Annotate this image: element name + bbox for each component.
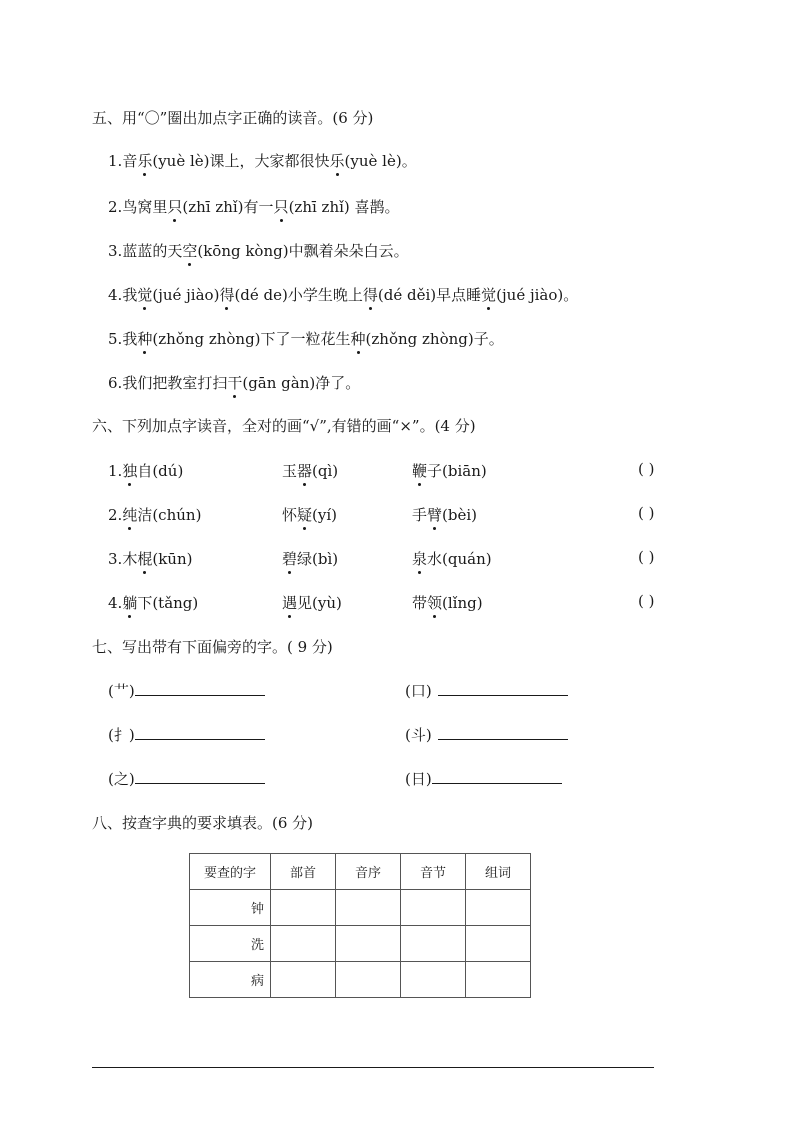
q5-item-4 [108,284,578,305]
q6-row-2-word-1 [108,504,201,525]
item-number: 1. [108,152,123,170]
dotted-char: 纯 [122,506,138,524]
dotted-char: 鞭 [412,462,428,480]
section-7-title: 七、写出带有下面偏旁的字。( 9 分) [92,638,333,656]
dotted-char: 种 [137,330,153,348]
answer-cell[interactable] [466,926,531,962]
item-number: 4. [108,286,123,304]
table-row [190,926,531,962]
text: (yí) [312,506,338,524]
text: (yuè lè)课上，大家都很快 [152,152,330,170]
dotted-char: 臂 [427,506,443,524]
item-number: 2. [108,198,123,216]
item-number: 3. [108,242,123,260]
text: (dé de)小学生晚上 [234,286,363,304]
text: (bèi) [442,506,478,524]
lookup-char: 洗 [190,926,271,962]
item-number: 3. [108,550,123,568]
answer-cell[interactable] [466,962,531,998]
item-number: 5. [108,330,123,348]
header-cell: 组词 [466,854,531,890]
dotted-char: 干 [227,374,243,392]
answer-cell[interactable] [401,926,466,962]
q6-row-4-word-1 [108,592,198,613]
text: (dé děi)早点睡 [377,286,482,304]
text: (yuè lè)。 [344,152,417,170]
text: (zhī zhǐ) 喜鹊。 [288,198,400,216]
radical-item [405,724,568,745]
radical-item [108,680,265,701]
lookup-char: 病 [190,962,271,998]
radical-item [108,724,265,745]
text: (zhǒng zhòng)子。 [365,330,504,348]
answer-cell[interactable] [271,890,336,926]
text: (zhī zhǐ)有一 [182,198,274,216]
answer-cell[interactable] [401,962,466,998]
dotted-char: 只 [273,198,289,216]
header-cell: 部首 [271,854,336,890]
answer-parentheses[interactable]: ( ) [638,548,655,566]
text: 手 [412,506,428,524]
text: 见(yù) [297,594,342,612]
answer-parentheses[interactable]: ( ) [638,592,655,610]
dotted-char: 空 [182,242,198,260]
answer-cell[interactable] [271,962,336,998]
answer-cell[interactable] [336,926,401,962]
q6-row-2-word-2 [282,504,337,525]
text: 子(biān) [427,462,487,480]
dotted-char: 棍 [137,550,153,568]
answer-blank[interactable] [135,769,265,784]
answer-blank[interactable] [432,769,562,784]
text: (kūn) [152,550,193,568]
answer-cell[interactable] [336,890,401,926]
answer-blank[interactable] [135,681,265,696]
q6-row-4-word-3 [412,592,483,613]
header-cell: 要查的字 [190,854,271,890]
item-number: 1. [108,462,123,480]
text: (qì) [312,462,339,480]
radical-label: (日) [405,770,432,788]
q6-row-3-word-1 [108,548,192,569]
answer-cell[interactable] [401,890,466,926]
dictionary-table [189,853,531,998]
text: (zhǒng zhòng)下了一粒花生 [152,330,351,348]
table-row [190,890,531,926]
q6-row-4-word-2 [282,592,342,613]
item-number: 2. [108,506,123,524]
radical-label: (艹) [108,682,135,700]
dotted-char: 碧 [282,550,298,568]
text: 蓝蓝的天 [122,242,183,260]
dotted-char: 器 [297,462,313,480]
dotted-char: 乐 [329,152,345,170]
text: 我们把教室打扫 [122,374,228,392]
q6-row-1-word-3 [412,460,487,481]
dotted-char: 领 [427,594,443,612]
text: (lǐng) [442,594,483,612]
answer-blank[interactable] [438,681,568,696]
dotted-char: 种 [350,330,366,348]
item-number: 6. [108,374,123,392]
dotted-char: 得 [219,286,235,304]
dotted-char: 疑 [297,506,313,524]
text: (kōng kòng)中飘着朵朵白云。 [197,242,409,260]
text: 木 [122,550,138,568]
header-cell: 音序 [336,854,401,890]
radical-label: (之) [108,770,135,788]
dotted-char: 独 [122,462,138,480]
q6-row-1-word-1 [108,460,183,481]
text: 我 [122,330,138,348]
text: 自(dú) [137,462,184,480]
section-8-title: 八、按查字典的要求填表。(6 分) [92,814,314,832]
text: 鸟窝里 [122,198,168,216]
text: 洁(chún) [137,506,202,524]
dotted-char: 觉 [481,286,497,304]
q5-item-2 [108,196,400,217]
q5-item-3 [108,240,409,261]
dotted-char: 遇 [282,594,298,612]
q6-row-1-word-2 [282,460,338,481]
text: (jué jiào) [152,286,220,304]
answer-parentheses[interactable]: ( ) [638,460,655,478]
text: 怀 [282,506,298,524]
text: 水(quán) [427,550,492,568]
text: 音 [122,152,138,170]
radical-item [405,680,568,701]
section-6-title: 六、下列加点字读音，全对的画“√”,有错的画“×”。(4 分) [92,417,476,435]
text: (jué jiào)。 [496,286,579,304]
q5-item-1 [108,150,417,171]
dotted-char: 乐 [137,152,153,170]
text: 我 [122,286,138,304]
dotted-char: 得 [362,286,378,304]
text: (gān gàn)净了。 [242,374,361,392]
dotted-char: 只 [167,198,183,216]
answer-cell[interactable] [336,962,401,998]
q6-row-3-word-2 [282,548,338,569]
q5-item-6 [108,372,360,393]
radical-item [108,768,265,789]
radical-label: (扌) [108,726,135,744]
answer-cell[interactable] [466,890,531,926]
bottom-divider [92,1067,654,1068]
text: 绿(bì) [297,550,339,568]
dotted-char: 躺 [122,594,138,612]
answer-blank[interactable] [135,725,265,740]
header-cell: 音节 [401,854,466,890]
item-number: 4. [108,594,123,612]
lookup-char: 钟 [190,890,271,926]
q5-item-5 [108,328,504,349]
table-row [190,962,531,998]
dotted-char: 泉 [412,550,428,568]
answer-parentheses[interactable]: ( ) [638,504,655,522]
table-header-row [190,854,531,890]
dotted-char: 觉 [137,286,153,304]
radical-label: (口) [405,682,432,700]
text: 玉 [282,462,298,480]
radical-item [405,768,562,789]
text: 带 [412,594,428,612]
q6-row-2-word-3 [412,504,477,525]
answer-blank[interactable] [438,725,568,740]
q6-row-3-word-3 [412,548,492,569]
radical-label: (斗) [405,726,432,744]
answer-cell[interactable] [271,926,336,962]
section-5-title: 五、用“〇”圈出加点字正确的读音。(6 分) [92,109,374,127]
text: 下(tǎng) [137,594,199,612]
